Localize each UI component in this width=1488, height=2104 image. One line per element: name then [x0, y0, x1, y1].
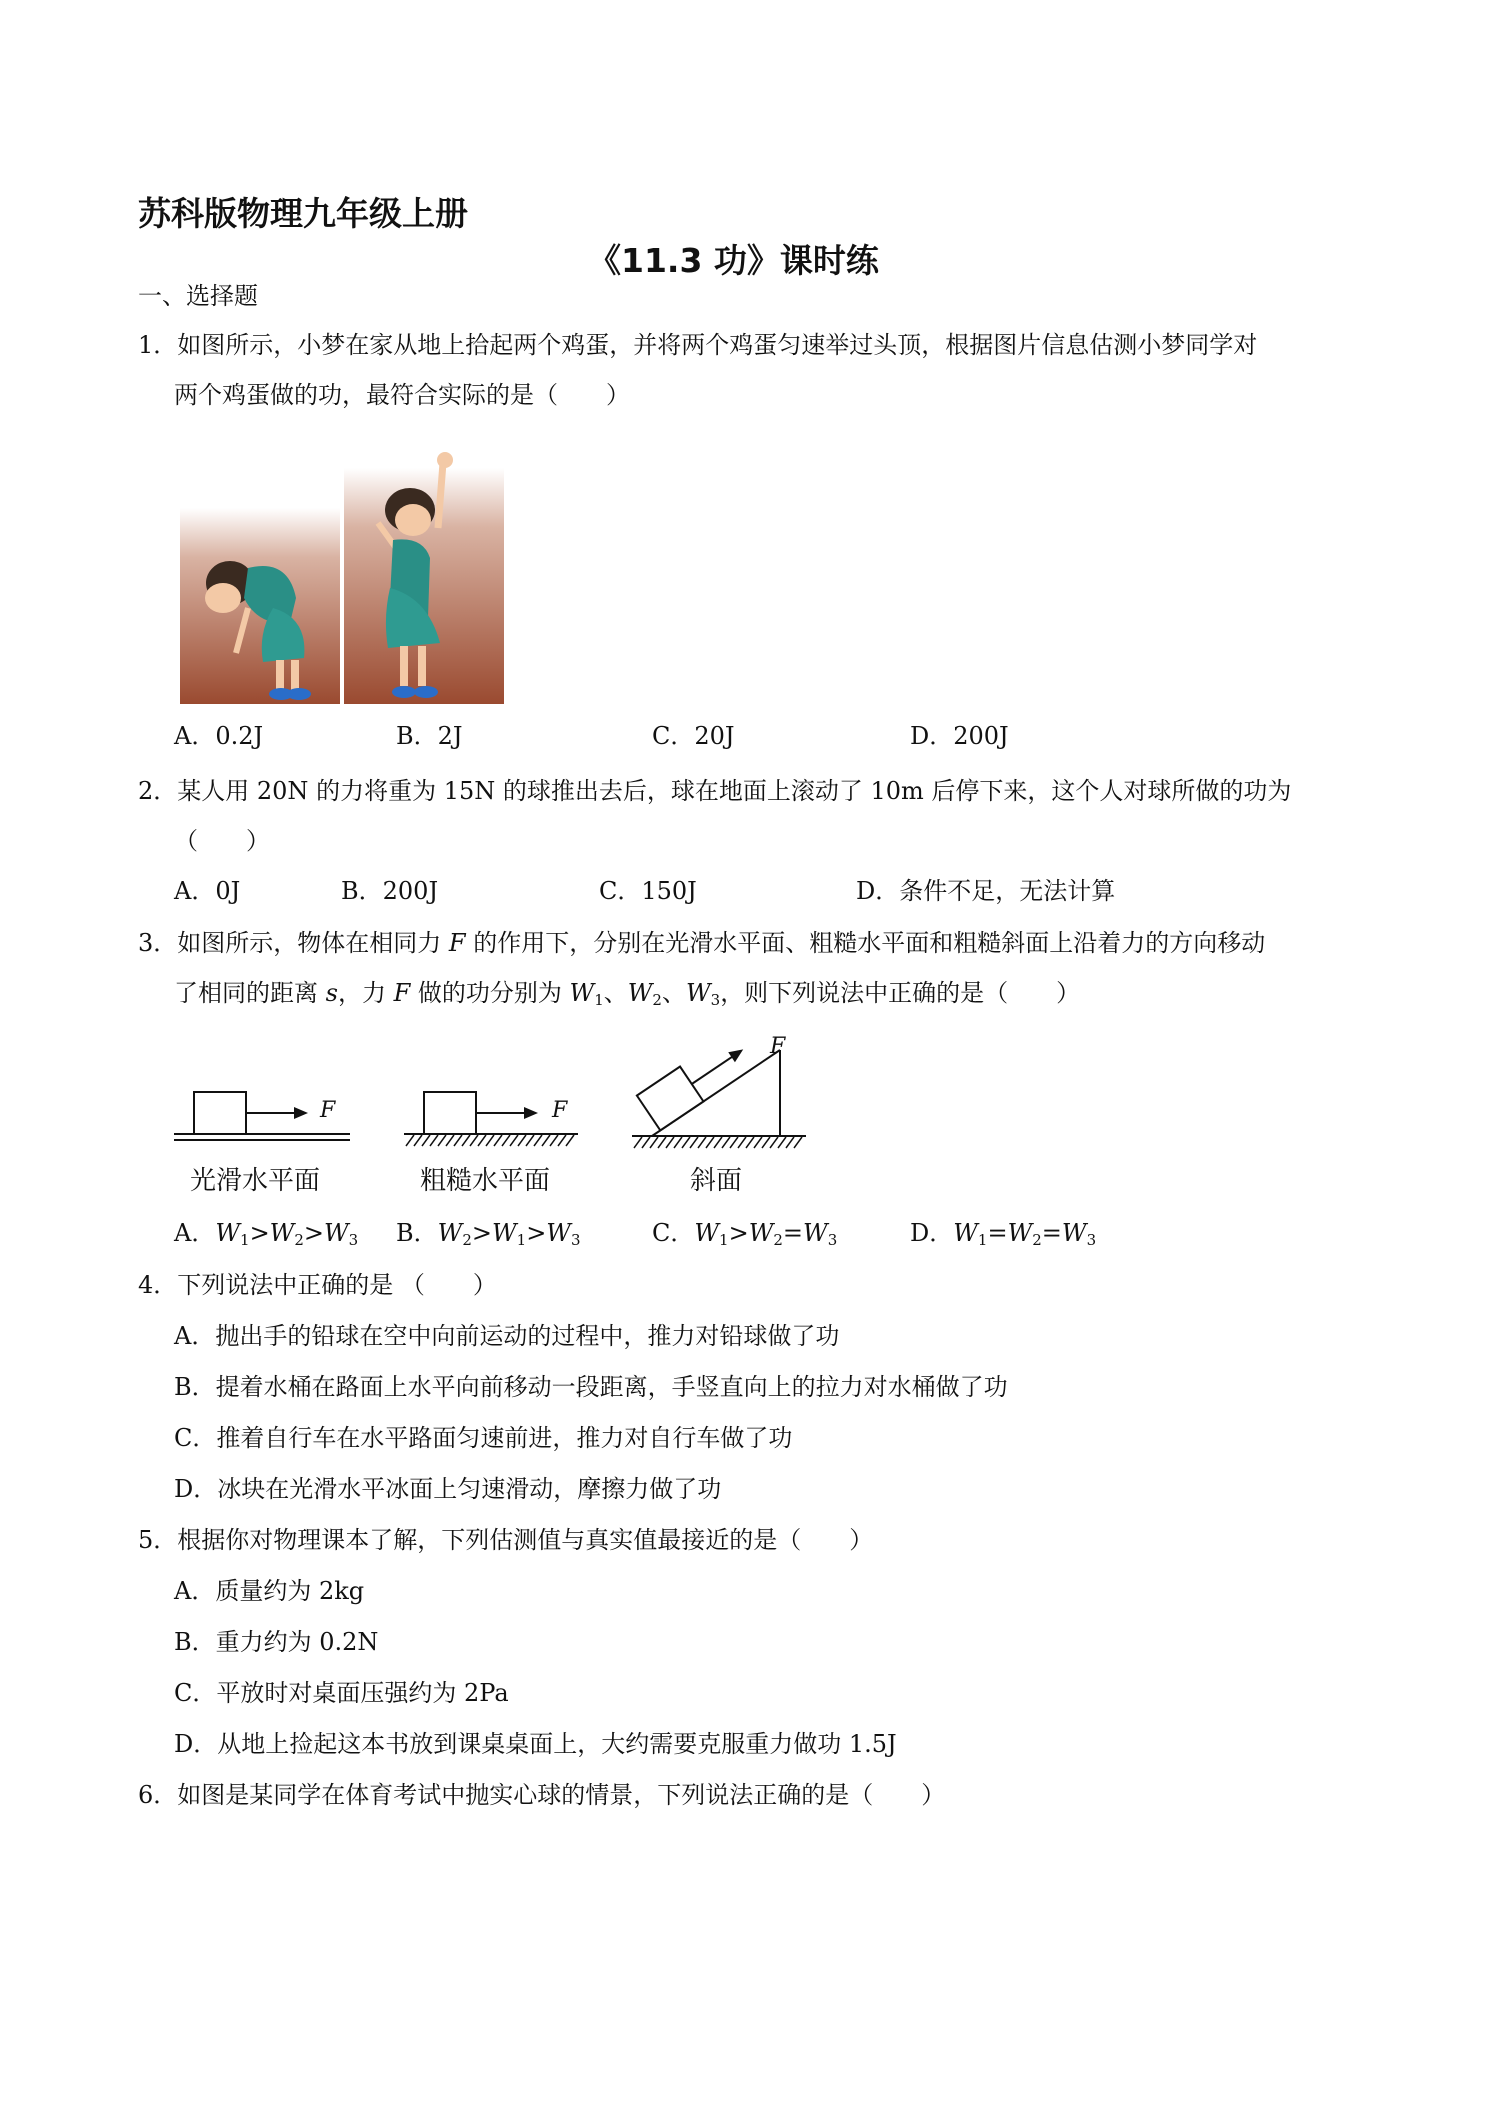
q1-option-b[interactable]: B．2J: [396, 722, 463, 750]
q2-stem-line2: （ ）: [174, 827, 270, 855]
q1-stem-line1: 1．如图所示，小梦在家从地上拾起两个鸡蛋，并将两个鸡蛋匀速举过头顶，根据图片信息估测小梦同学对: [138, 331, 1258, 359]
q1-option-a[interactable]: A．0.2J: [174, 722, 264, 750]
q3-caption-incline: 斜面: [690, 1166, 743, 1196]
q5-option-d[interactable]: D．从地上捡起这本书放到课桌桌面上，大约需要克服重力做功 1.5J: [174, 1730, 897, 1758]
q4-option-c[interactable]: C．推着自行车在水平路面匀速前进，推力对自行车做了功: [174, 1424, 793, 1452]
q4-stem: 4．下列说法中正确的是 （ ）: [138, 1271, 497, 1299]
q3-force-label-1: F: [320, 1098, 336, 1123]
section-heading: 一、选择题: [138, 282, 258, 310]
q3-option-c[interactable]: C．$W_1>W_2=W_3$: [652, 1219, 838, 1249]
q3-stem-line2: 了相同的距离 s，力 F 做的功分别为 $W_1$、$W_2$、$W_3$，则下列说法中正确的是（ ）: [174, 979, 1081, 1009]
lesson-title: 《11.3 功》课时练: [588, 241, 879, 280]
q4-option-d[interactable]: D．冰块在光滑水平冰面上匀速滑动，摩擦力做了功: [174, 1475, 722, 1503]
q5-option-b[interactable]: B．重力约为 0.2N: [174, 1628, 379, 1656]
q3-stem-line1: 3．如图所示，物体在相同力 F 的作用下，分别在光滑水平面、粗糙水平面和粗糙斜面上沿着力的方向移动: [138, 929, 1266, 957]
q5-option-c[interactable]: C．平放时对桌面压强约为 2Pa: [174, 1679, 509, 1707]
q5-option-a[interactable]: A．质量约为 2kg: [174, 1577, 365, 1605]
q3-caption-rough: 粗糙水平面: [420, 1166, 551, 1196]
q1-girl-lifting-eggs-figure: [178, 448, 508, 706]
q5-stem: 5．根据你对物理课本了解，下列估测值与真实值最接近的是（ ）: [138, 1526, 874, 1554]
q4-option-a[interactable]: A．抛出手的铅球在空中向前运动的过程中，推力对铅球做了功: [174, 1322, 840, 1350]
q6-stem: 6．如图是某同学在体育考试中抛实心球的情景，下列说法正确的是（ ）: [138, 1781, 946, 1809]
q3-option-a[interactable]: A．$W_1>W_2>W_3$: [174, 1219, 359, 1249]
q3-option-b[interactable]: B．$W_2>W_1>W_3$: [396, 1219, 581, 1249]
q3-caption-smooth: 光滑水平面: [190, 1166, 321, 1196]
q2-stem-line1: 2．某人用 20N 的力将重为 15N 的球推出去后，球在地面上滚动了 10m 后停下来，这个人对球所做的功为: [138, 777, 1292, 805]
q2-option-b[interactable]: B．200J: [341, 877, 439, 905]
q2-option-d[interactable]: D．条件不足，无法计算: [856, 877, 1116, 905]
q2-option-a[interactable]: A．0J: [174, 877, 241, 905]
q3-force-label-2: F: [552, 1098, 568, 1123]
q1-option-d[interactable]: D．200J: [910, 722, 1009, 750]
q4-option-b[interactable]: B．提着水桶在路面上水平向前移动一段距离，手竖直向上的拉力对水桶做了功: [174, 1373, 1008, 1401]
q1-option-c[interactable]: C．20J: [652, 722, 735, 750]
q1-stem-line2: 两个鸡蛋做的功，最符合实际的是（ ）: [174, 381, 630, 409]
q2-option-c[interactable]: C．150J: [599, 877, 697, 905]
book-title: 苏科版物理九年级上册: [138, 194, 468, 233]
q3-option-d[interactable]: D．$W_1=W_2=W_3$: [910, 1219, 1097, 1249]
q3-force-label-3: F: [770, 1034, 786, 1059]
